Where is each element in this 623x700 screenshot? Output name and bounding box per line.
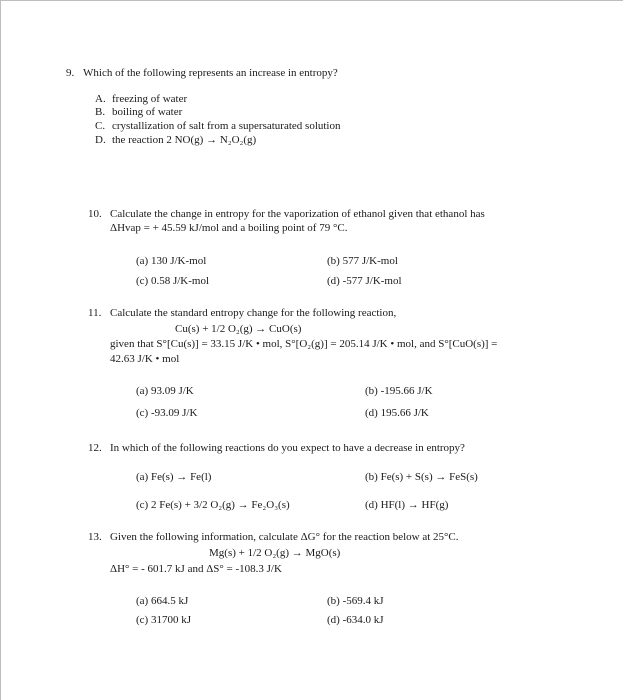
question-13-reaction: Mg(s) + 1/2 O₂(g) → MgO(s) [209, 547, 341, 559]
option-text: the reaction 2 NO(g) → N₂O₂(g) [112, 134, 257, 146]
option-text: (a) 664.5 kJ [136, 595, 189, 607]
option-label: C. [95, 120, 106, 132]
option-text: (d) -577 J/K-mol [327, 275, 402, 287]
question-11-reaction: Cu(s) + 1/2 O₂(g) → CuO(s) [175, 323, 302, 335]
option-text: (d) HF(l) → HF(g) [365, 499, 449, 511]
option-text: (b) -569.4 kJ [327, 595, 384, 607]
question-11-number: 11. [88, 307, 102, 319]
option-text: boiling of water [112, 106, 183, 118]
page-border-top [0, 0, 623, 1]
question-10-text-line2: ΔHvap = + 45.59 kJ/mol and a boiling point of 79 °C. [110, 222, 348, 234]
question-13-text: Given the following information, calculate ΔG° for the reaction below at 25°C. [110, 531, 459, 543]
option-text: freezing of water [112, 93, 188, 105]
option-text: (a) 93.09 J/K [136, 385, 194, 397]
option-text: (c) -93.09 J/K [136, 407, 198, 419]
option-label: B. [95, 106, 106, 118]
question-9-number: 9. [66, 67, 75, 79]
option-text: (b) 577 J/K-mol [327, 255, 398, 267]
question-9-text: Which of the following represents an increase in entropy? [83, 67, 338, 79]
question-11-text: Calculate the standard entropy change for the following reaction, [110, 307, 397, 319]
question-11-text-line4: 42.63 J/K • mol [110, 353, 180, 365]
option-text: (c) 31700 kJ [136, 614, 191, 626]
option-text: (d) 195.66 J/K [365, 407, 429, 419]
question-10-number: 10. [88, 208, 102, 220]
option-label: D. [95, 134, 106, 146]
question-11-text-line3: given that S°[Cu(s)] = 33.15 J/K • mol, S°[O₂(g)] = 205.14 J/K • mol, and S°[CuO(s)] = [110, 338, 498, 350]
question-13-text-line3: ΔH° = - 601.7 kJ and ΔS° = -108.3 J/K [110, 563, 282, 575]
option-text: (c) 0.58 J/K-mol [136, 275, 210, 287]
question-13-number: 13. [88, 531, 102, 543]
option-text: (c) 2 Fe(s) + 3/2 O₂(g) → Fe₂O₃(s) [136, 499, 290, 511]
option-text: (a) 130 J/K-mol [136, 255, 207, 267]
option-text: (d) -634.0 kJ [327, 614, 384, 626]
question-12-text: In which of the following reactions do you expect to have a decrease in entropy? [110, 442, 465, 454]
option-text: crystallization of salt from a supersaturated solution [112, 120, 341, 132]
option-label: A. [95, 93, 106, 105]
question-10-text: Calculate the change in entropy for the vaporization of ethanol given that ethanol has [110, 208, 485, 220]
page-border-left [0, 0, 1, 700]
question-12-number: 12. [88, 442, 102, 454]
option-text: (b) -195.66 J/K [365, 385, 433, 397]
option-text: (a) Fe(s) → Fe(l) [136, 471, 212, 483]
option-text: (b) Fe(s) + S(s) → FeS(s) [365, 471, 478, 483]
